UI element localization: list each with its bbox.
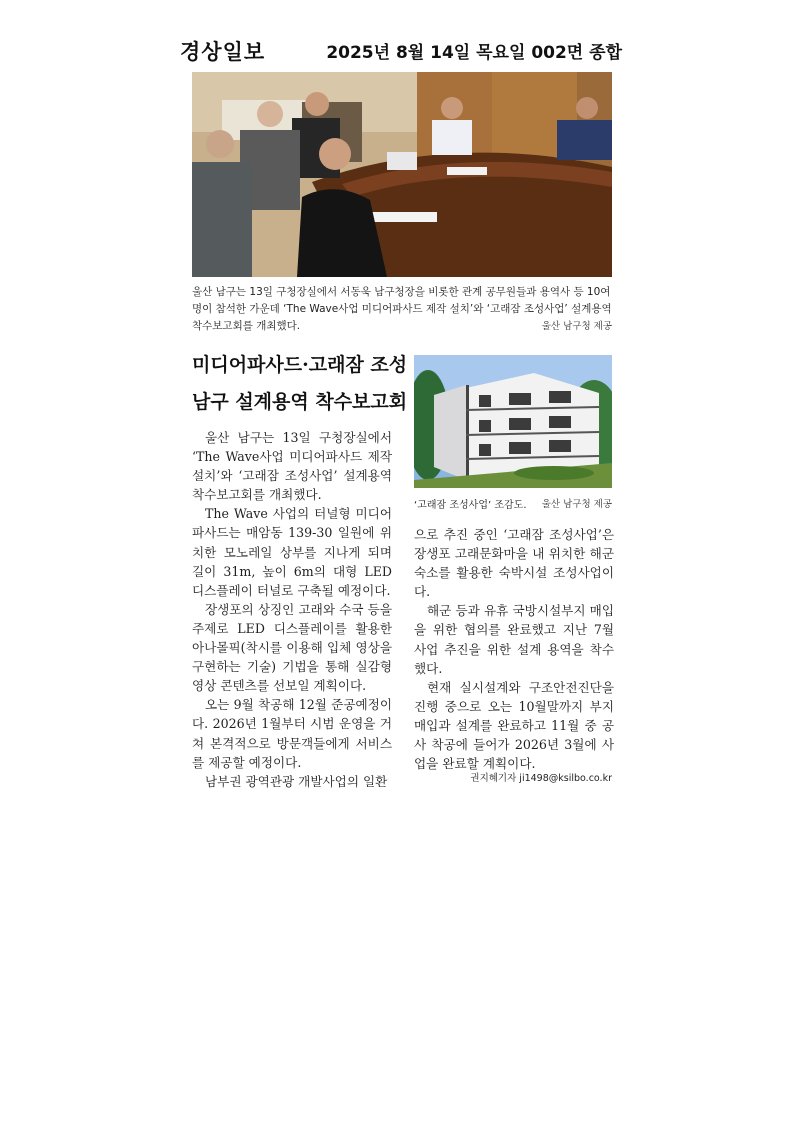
- article-column-1: [192, 428, 392, 791]
- paragraph: 현재 실시설계와 구조안전진단을 진행 중으로 오는 10월말까지 부지매입과 설계를 완료하고 11월 중 공사 착공에 들어가 2026년 3월에 사업을 완료할 계획이다.: [414, 679, 614, 772]
- photo-caption: [192, 284, 612, 335]
- masthead-date: 2025년 8월 14일 목요일 002면 종합: [326, 43, 622, 63]
- paragraph: 장생포의 상징인 고래와 수국 등을 주제로 LED 디스플레이를 활용한 아나몰픽(착시를 이용해 입체 영상을 구현하는 기술) 기법을 통해 실감형 영상 콘텐츠를 선보일 계획이다.: [192, 601, 392, 694]
- byline: 권지혜기자 ji1498@ksilbo.co.kr: [470, 773, 612, 784]
- masthead-logo: 경상일보: [180, 40, 266, 64]
- paragraph: The Wave 사업의 터널형 미디어파사드는 매암동 139-30 일원에 위치한 모노레일 상부를 지나게 되며 길이 31m, 높이 6m의 대형 LED 디스플레이 터널로 구축될 예정이다.: [192, 506, 392, 598]
- rendering-credit: 울산 남구청 제공: [541, 499, 612, 510]
- meeting-photo: [192, 72, 612, 277]
- headline-line1: 미디어파사드·고래잠 조성: [192, 354, 408, 376]
- rendering-caption: [414, 496, 612, 511]
- rendering-caption-text: ‘고래잠 조성사업’ 조감도.: [414, 500, 527, 511]
- rendering-photo: [414, 355, 612, 488]
- photo-credit: 울산 남구청 제공: [541, 321, 612, 332]
- article-column-2: [414, 525, 614, 773]
- paragraph: 오는 9월 착공해 12월 준공예정이다. 2026년 1월부터 시범 운영을 거쳐 본격적으로 방문객들에게 서비스를 제공할 예정이다.: [192, 697, 392, 770]
- paragraph: 남부권 광역관광 개발사업의 일환: [205, 773, 388, 789]
- paragraph: 울산 남구는 13일 구청장실에서 ‘The Wave사업 미디어파사드 제작 설치’와 ‘고래잠 조성사업’ 설계용역 착수보고회를 개최했다.: [192, 430, 392, 503]
- paragraph-continued: 으로 추진 중인 ‘고래잠 조성사업’은 장생포 고래문화마을 내 위치한 해군숙소를 활용한 숙박시설 조성사업이다.: [414, 527, 614, 600]
- photo-caption-text: 울산 남구는 13일 구청장실에서 서동욱 남구청장을 비롯한 관계 공무원들과 용역사 등 10여 명이 참석한 가운데 ‘The Wave사업 미디어파사드 제작 설치’와 ‘고래잠 조성사업’ 설계용역 착수보고회를 개최했다.: [192, 286, 612, 332]
- paragraph: 해군 등과 유휴 국방시설부지 매입을 위한 협의를 완료했고 지난 7월 사업 추진을 위한 설계 용역을 착수했다.: [414, 603, 614, 676]
- headline-line2: 남구 설계용역 착수보고회: [192, 391, 408, 413]
